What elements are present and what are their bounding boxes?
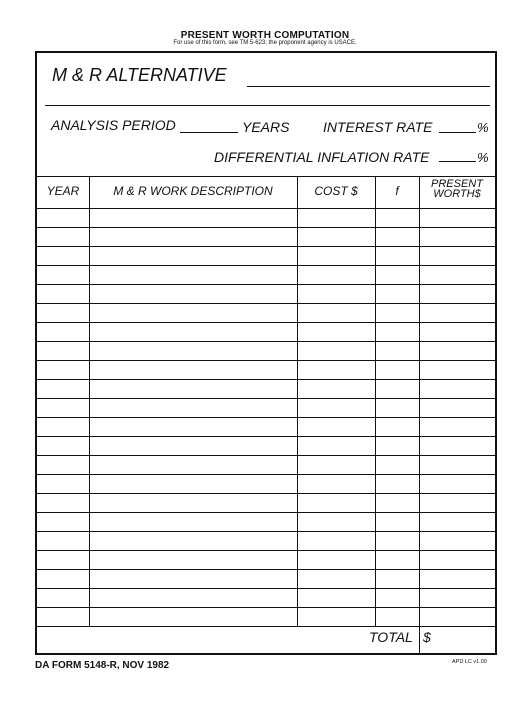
differential-inflation-field[interactable] — [439, 161, 476, 162]
analysis-period-label: ANALYSIS PERIOD — [51, 117, 176, 133]
interest-rate-percent: % — [477, 120, 489, 135]
total-currency: $ — [423, 629, 431, 645]
table-row-line — [37, 493, 495, 494]
header-present-worth-line2: WORTH$ — [433, 188, 481, 200]
form-version: APD LC v1.00 — [452, 659, 487, 665]
differential-inflation-label: DIFFERENTIAL INFLATION RATE — [214, 149, 430, 165]
table-row-line — [37, 341, 495, 342]
table-row-line — [37, 607, 495, 608]
form-subtitle: For use of this form, see TM 5-623; the proponent agency is USACE. — [173, 40, 357, 46]
analysis-period-field[interactable] — [180, 132, 238, 133]
table-row-line — [37, 474, 495, 475]
table-row-line — [37, 436, 495, 437]
table-row-line — [37, 227, 495, 228]
table-row-line — [37, 246, 495, 247]
interest-rate-field[interactable] — [439, 132, 476, 133]
differential-inflation-percent: % — [477, 150, 489, 165]
table-row-line — [37, 455, 495, 456]
total-label: TOTAL — [369, 629, 413, 645]
table-row-line — [37, 360, 495, 361]
alternative-field[interactable] — [247, 86, 490, 87]
alternative-label: M & R ALTERNATIVE — [52, 65, 227, 85]
column-separator — [375, 176, 376, 626]
column-separator — [297, 176, 298, 626]
header-f: f — [395, 184, 399, 198]
table-row-line — [37, 550, 495, 551]
table-row-line — [37, 569, 495, 570]
header-year: YEAR — [46, 184, 80, 198]
total-cell-separator — [419, 626, 420, 653]
interest-rate-label: INTEREST RATE — [323, 119, 433, 135]
table-row-line — [37, 284, 495, 285]
table-row-line — [37, 531, 495, 532]
table-row-line — [37, 265, 495, 266]
table-row-line — [37, 398, 495, 399]
table-row-line — [37, 303, 495, 304]
header-work-description: M & R WORK DESCRIPTION — [113, 184, 273, 198]
table-top-border — [37, 176, 495, 177]
column-separator — [89, 176, 90, 626]
header-cost: COST $ — [314, 184, 358, 198]
table-row-line — [37, 626, 495, 627]
years-label: YEARS — [242, 119, 290, 135]
table-row-line — [37, 379, 495, 380]
header-present-worth-line1: PRESENT — [431, 178, 483, 190]
alternative-field-line-2[interactable] — [45, 105, 490, 106]
form-number: DA FORM 5148-R, NOV 1982 — [35, 660, 170, 671]
form-frame — [35, 51, 497, 655]
table-row-line — [37, 512, 495, 513]
table-row-line — [37, 588, 495, 589]
table-row-line — [37, 417, 495, 418]
table-row-line — [37, 322, 495, 323]
form-title: PRESENT WORTH COMPUTATION — [180, 30, 350, 41]
column-separator — [419, 176, 420, 626]
table-header-border — [37, 208, 495, 209]
